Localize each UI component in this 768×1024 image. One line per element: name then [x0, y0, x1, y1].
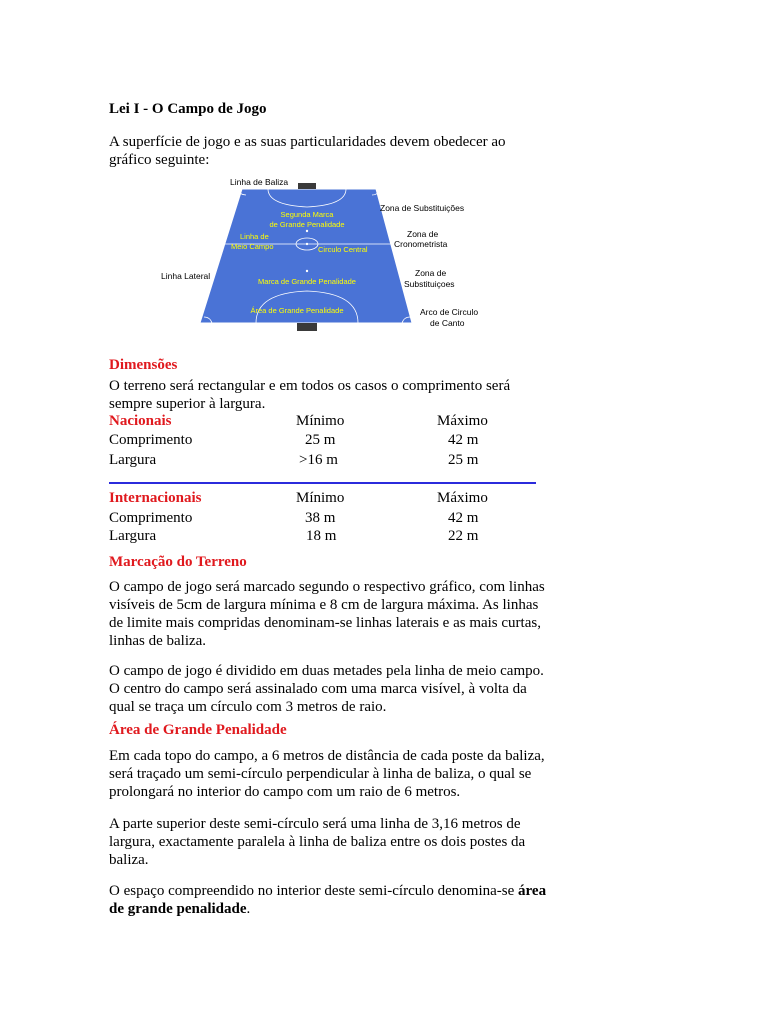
center-mark [306, 243, 308, 245]
dimensoes-paragraph: O terreno será rectangular e em todos os casos o comprimento será sempre superior à largura. [109, 378, 511, 412]
internacionais-row-name: Largura [109, 528, 157, 544]
internacionais-row-max: 22 m [448, 528, 479, 544]
internacionais-row-min: 38 m [305, 510, 336, 526]
second-penalty-mark-top [306, 230, 308, 232]
label-arco-circulo-2: de Canto [430, 318, 465, 328]
nacionais-row-min: >16 m [299, 452, 338, 468]
label-zona-substituicoes-top: Zona de Substituições [380, 203, 465, 213]
area-paragraph-3 [109, 882, 549, 918]
label-zona-substituicoes-bottom-2: Substituiçoes [404, 279, 455, 289]
internacionais-row-min: 18 m [306, 528, 337, 544]
label-segunda-marca-1: Segunda Marca [280, 210, 334, 219]
area-heading: Área de Grande Penalidade [109, 722, 287, 738]
label-linha-lateral: Linha Lateral [161, 271, 211, 281]
label-zona-cronometrista-2: Cronometrista [394, 239, 448, 249]
internacionais-row-max: 42 m [448, 510, 479, 526]
label-zona-cronometrista-1: Zona de [407, 229, 439, 239]
marcacao-heading: Marcação do Terreno [109, 554, 247, 570]
nacionais-max-header: Máximo [437, 413, 488, 429]
nacionais-label: Nacionais [109, 413, 172, 429]
internacionais-min-header: Mínimo [296, 490, 345, 506]
area-paragraph-2: A parte superior deste semi-círculo será uma linha de 3,16 metros de largura, exactamente paralela à linha de baliza entre os dois postes da baliza. [109, 816, 526, 868]
label-marca-grande-penalidade: Marca de Grande Penalidade [258, 277, 356, 286]
dimensoes-heading: Dimensões [109, 357, 178, 373]
nacionais-row-min: 25 m [305, 432, 336, 448]
field-diagram-svg [150, 173, 490, 338]
label-meio-campo-2: Meio Campo [231, 242, 274, 251]
top-goal [298, 183, 316, 189]
nacionais-row-max: 42 m [448, 432, 479, 448]
nacionais-row-name: Comprimento [109, 432, 193, 448]
label-zona-substituicoes-bottom-1: Zona de [415, 268, 447, 278]
nacionais-row-name: Largura [109, 452, 157, 468]
internacionais-row-name: Comprimento [109, 510, 193, 526]
internacionais-max-header: Máximo [437, 490, 488, 506]
marcacao-paragraph-1: O campo de jogo será marcado segundo o respectivo gráfico, com linhas visíveis de 5cm de largura mínima e 8 cm de largura máxima. As linhas de limite mais compridas denominam-se linhas laterais e as mais curtas, linhas de baliza. [109, 579, 545, 649]
area-paragraph-3-bold: área de grande penalidade [109, 883, 547, 917]
intro-paragraph: A superfície de jogo e as suas particularidades devem obedecer ao gráfico seguinte: [109, 134, 506, 168]
area-paragraph-3-end: . [246, 901, 251, 917]
marcacao-paragraph-2: O campo de jogo é dividido em duas metades pela linha de meio campo. O centro do campo será assinalado com uma marca visível, à volta da qual se traça um círculo com 3 metros de raio. [109, 663, 544, 715]
bottom-goal [297, 323, 317, 331]
field-diagram [150, 173, 490, 338]
nacionais-min-header: Mínimo [296, 413, 345, 429]
page-title: Lei I - O Campo de Jogo [109, 101, 267, 117]
internacionais-label: Internacionais [109, 490, 202, 506]
label-area-grande-penalidade: Área de Grande Penalidade [250, 306, 344, 315]
label-segunda-marca-2: de Grande Penalidade [269, 220, 345, 229]
table-divider [109, 482, 536, 484]
area-paragraph-3-start: O espaço compreendido no interior deste semi-círculo denomina-se [109, 883, 519, 899]
second-penalty-mark-bottom [306, 270, 308, 272]
area-paragraph-1: Em cada topo do campo, a 6 metros de distância de cada poste da baliza, será traçado um semi-círculo perpendicular à linha de baliza, o qual se prolongará no interior do campo com um raio de 6 metros. [109, 748, 545, 800]
label-circulo-central: Circulo Central [318, 245, 368, 254]
nacionais-row-max: 25 m [448, 452, 479, 468]
label-meio-campo-1: Linha de [240, 232, 269, 241]
label-linha-baliza: Linha de Baliza [230, 177, 289, 187]
label-arco-circulo-1: Arco de Circulo [420, 307, 479, 317]
